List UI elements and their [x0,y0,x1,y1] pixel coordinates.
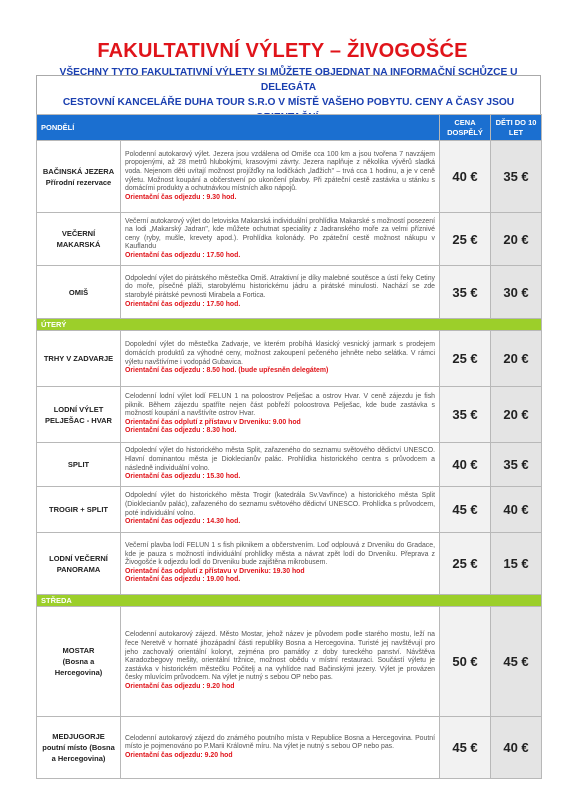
trip-name-main: BAČINSKÁ JEZERA [42,166,115,176]
price-child: 20 € [491,331,542,387]
trip-name [37,387,121,443]
day-section-wednesday [37,595,542,607]
intro-line-1: VŠECHNY TYTO FAKULTATIVNÍ VÝLETY SI MŮŽETE OBJEDNAT NA INFORMAČNÍ SCHŮZCE U DELEGÁTA [59,67,518,93]
trip-desc-text: Polodenní autokarový výlet. Jezera jsou vzdálena od Omiše cca 100 km a jsou tvořena 7 navzájem propojenými, až 28 metrů hlubokými, krasovými závrty. Jezera naplňuje z několika vývěrů sladká voda. Nejenom děti uvítají možnost projížďky na lodičkách „lađžich" – trvá cca 1 hodinu, a je v ceně výletu. Možnost koupání a občerstvení po ukončení plavby. Při zpáteční cestě zastávka u stánku s domácími produkty a ochutnávkou místních alko nápojů. [125,150,435,193]
trip-name-main: MOSTAR [62,646,95,655]
price-child-header: DĚTI DO 10 LET [491,115,542,141]
table-row [37,266,542,319]
price-child: 30 € [491,266,542,319]
trip-description [121,387,440,443]
trip-desc-text: Odpolední výlet do historického města Split, zařazeného do seznamu světového dědictví UNESCO. Hlavní dominantou města je Dioklecianův palác. Prohlídka historického centra s průvodcem a následně individuální volno. [125,447,435,472]
trip-name [37,533,121,595]
table-row [37,717,542,779]
table-row [37,213,542,266]
table-row [37,533,542,595]
price-adult: 40 € [440,443,491,487]
trip-name [37,266,121,319]
price-adult: 50 € [440,607,491,717]
departure-time: Orientační čas odplutí z přístavu v Drveniku: 19.30 hod [125,567,305,575]
trip-name [37,607,121,717]
trip-description [121,266,440,319]
price-adult-header: CENA DOSPĚLÝ [440,115,491,141]
section-label: STŘEDA [37,595,542,607]
trip-name-main: TROGIR + SPLIT [49,505,108,514]
table-row [37,487,542,533]
price-child: 15 € [491,533,542,595]
departure-time-2: Orientační čas odjezdu : 8.30 hod. [125,427,237,435]
intro-notice [36,67,541,115]
departure-time: Orientační čas odjezdu : 17.50 hod. [125,251,241,259]
trip-name [37,213,121,266]
price-adult: 25 € [440,213,491,266]
trip-name-sub: poutní místo (Bosna a Hercegovina) [42,743,115,763]
table-row [37,141,542,213]
trip-desc-text: Večerní plavba lodí FELUN 1 s fish piknikem a občerstvením. Loď odplouvá z Drveniku do Gradace, kde je pauza s možností individuální prohlídky města a návrat zpět lodí do Drveniku. Přeprava z Živogošće k odjezdu lodí do Drveniku bude zajištěna mikrobusem. [125,542,435,567]
price-child: 35 € [491,443,542,487]
trip-name [37,331,121,387]
trip-name [37,717,121,779]
page-title: FAKULTATIVNÍ VÝLETY – ŽIVOGOŠĆE [97,40,468,62]
trip-name-sub: Přírodní rezervace [45,177,112,187]
price-adult: 45 € [440,717,491,779]
price-adult: 40 € [440,141,491,213]
trip-description [121,487,440,533]
trip-name [37,141,121,213]
price-child: 20 € [491,213,542,266]
trip-name-main: LODNÍ VÝLET PELJEŠAC - HVAR [45,404,112,425]
table-row [37,443,542,487]
table-row [37,387,542,443]
trip-desc-text: Celodenní lodní výlet lodí FELUN 1 na poloostrov Pelješac a ostrov Hvar. V ceně zájezdu je fish piknik. Během zájezdu spatříte nejen část pobřeží poloostrova Pelješac, kde bude zastávka s možností koupání a navštívíte ostrov Hvar. [125,393,435,418]
trip-description [121,213,440,266]
trip-description [121,607,440,717]
trip-name-main: VEČERNÍ MAKARSKÁ [56,229,101,249]
trip-description [121,717,440,779]
trips-table [36,114,542,779]
departure-time: Orientační čas odjezdu : 9.30 hod. [125,193,237,201]
price-child: 40 € [491,717,542,779]
departure-time-2: Orientační čas odjezdu : 19.00 hod. [125,576,241,584]
trip-desc-text: Celodenní autokarový zájezd do známého poutního místa v Republice Bosna a Hercegovina. Poutní místo je pojmenováno po P.Marii Královně míru. Na výlet je nutný s sebou OP nebo pas. [125,734,435,751]
trip-name-main: MEDJUGORJE [52,732,105,741]
trip-name-main: TRHY V ZADVARJE [43,354,114,363]
price-adult: 35 € [440,266,491,319]
trip-name-sub: (Bosna a Hercegovina) [54,657,103,677]
trip-description [121,443,440,487]
trip-desc-text: Celodenní autokarový zájezd. Město Mostar, jehož název je původem podle starého mostu, leží na řece Neretvě v hornaté jihozápadní části republiky Bosna a Hercegovina. Turisté jej navštěvují pro jeho zachovalý orientální koloryt, zejména pro památky z doby tureckého panství. Návštěva Karadozbegovy mešity, orientální tržnice, možnost obědu v místní restauraci. Součástí výletu je zastávka v historickém městečku Počitelj a na vyhlídce nad Bačinskými jezery. Výlet je provázen česky mluvícím průvodcem. Na výlet je nutný s sebou OP nebo pas. [125,631,435,682]
departure-time: Orientační čas odjezdu: 9.20 hod [125,751,233,759]
trip-name-main: SPLIT [67,460,90,469]
trip-name-main: OMIŠ [68,287,89,297]
trip-desc-text: Večerní autokarový výlet do letoviska Makarská individuální prohlídka Makarské s možností posezení na lodi „Makarský Jadran", kde můžete ochutnat speciality z Jadranského moře za velmi příznivé ceny (ryby, mušle, krevety apod.). Prohlídka kolonády. Po zpáteční cestě možnost nákupu v Kauflandu [125,217,435,251]
table-header [37,115,542,141]
trip-description [121,533,440,595]
table-row [37,331,542,387]
trip-name-main: LODNÍ VEČERNÍ PANORAMA [49,553,108,574]
price-child: 35 € [491,141,542,213]
trip-desc-text: Odpolední výlet do pirátského městečka Omiš. Atraktivní je díky malebné soutěsce a ústí řeky Cetiny do moře, písečné pláži, starobylému historickému jádru a pirátské minulosti. Nachází se zde starobylé pirátské pevnosti Mirabela a Fortica. [125,274,435,299]
price-child: 40 € [491,487,542,533]
trip-description [121,141,440,213]
departure-time: Orientační čas odjezdu : 9.20 hod [125,682,235,690]
departure-time: Orientační čas odplutí z přístavu v Drveniku: 9.00 hod [125,418,301,426]
departure-time: Orientační čas odjezdu : 15.30 hod. [125,473,241,481]
day-section-tuesday [37,319,542,331]
price-child: 45 € [491,607,542,717]
trip-desc-text: Odpolední výlet do historického města Trogir (katedrála Sv.Vavřince) a historického města Split (Dioklecianův palác), zařazeného do seznamu světového dědictví UNESCO. Prohlídka s průvodcem, poté individuální volno. [125,492,435,517]
trip-name [37,443,121,487]
trip-description [121,331,440,387]
trip-name [37,487,121,533]
trip-desc-text: Dopolední výlet do městečka Zadvarje, ve kterém probíhá klasický vesnický jarmark s prodejem domácích produktů za výhodné ceny, možnost zakoupení pečeného jehněte nebo selátka. V rámci výletu navštívíme i vodopád Gubavica. [125,341,435,366]
price-adult: 25 € [440,533,491,595]
price-child: 20 € [491,387,542,443]
departure-time: Orientační čas odjezdu : 14.30 hod. [125,518,241,526]
price-adult: 45 € [440,487,491,533]
price-adult: 25 € [440,331,491,387]
price-adult: 35 € [440,387,491,443]
table-row [37,607,542,717]
day-header-monday: PONDĚLÍ [37,115,440,141]
departure-time: Orientační čas odjezdu : 8.50 hod. (bude upřesněn delegátem) [125,367,329,375]
intro-line-2: CESTOVNÍ KANCELÁŘE DUHA TOUR S.R.O V MÍSTĚ VAŠEHO POBYTU. CENY A ČASY JSOU [62,97,515,108]
departure-time: Orientační čas odjezdu : 17.50 hod. [125,300,241,308]
section-label: ÚTERÝ [37,319,542,331]
